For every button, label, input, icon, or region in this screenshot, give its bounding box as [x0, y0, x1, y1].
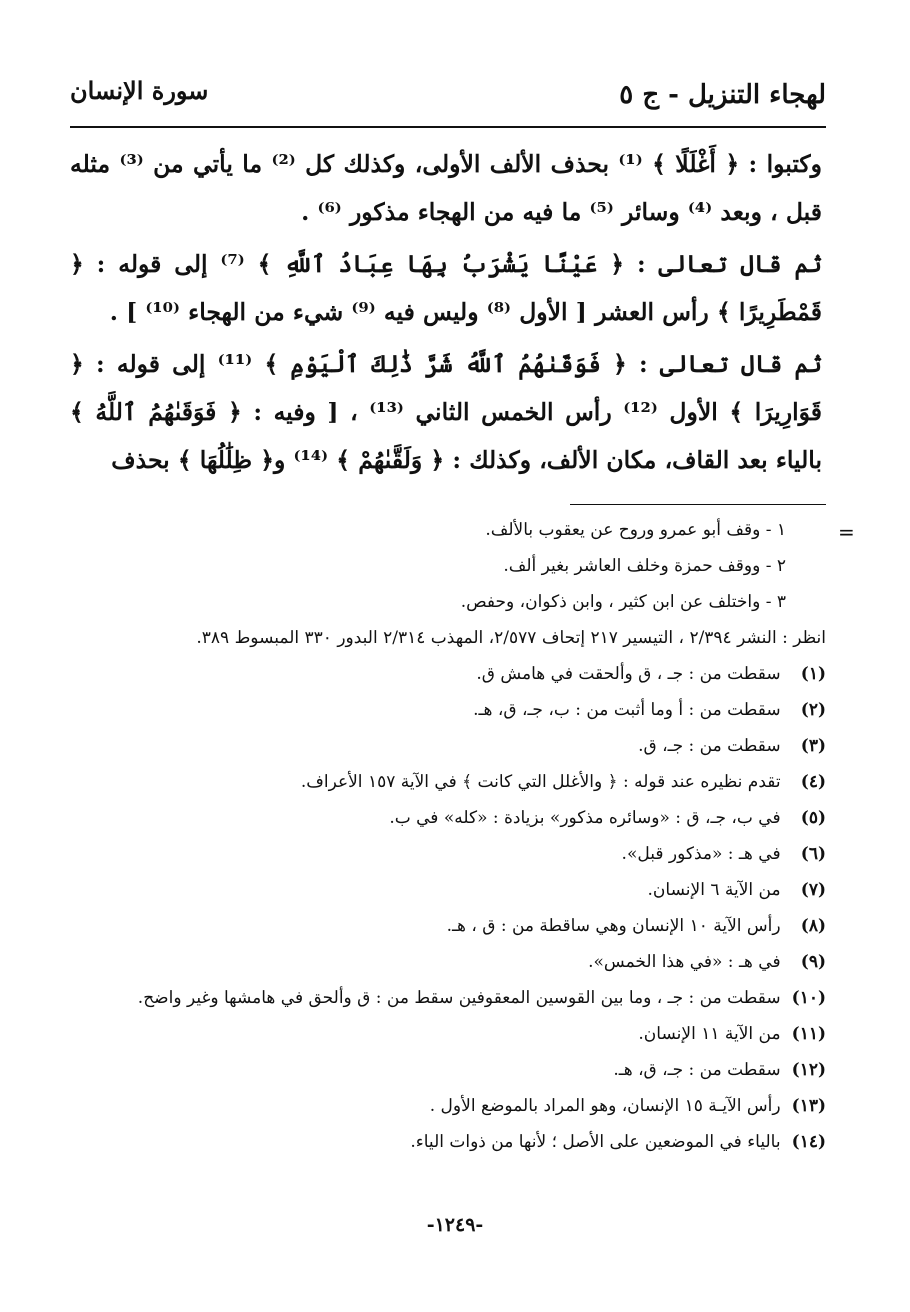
footnote-number: (١٣) — [791, 1096, 826, 1116]
variant-note-3: ٣ - واختلف عن ابن كثير ، وابن ذكوان، وحفص. — [460, 592, 786, 612]
footnote-text: في هـ : «مذكور قبل». — [621, 844, 781, 864]
footnote-text: سقطت من : جـ، ق. — [638, 736, 781, 756]
footnote-text: سقطت من : جـ، ق، هـ. — [613, 1060, 781, 1080]
variant-note-2: ٢ - ووقف حمزة وخلف العاشر بغير ألف. — [503, 556, 786, 576]
reference-note: انظر : النشر ٢/٣٩٤ ، التيسير ٢١٧ إتحاف ٢/٥٧٧، المهذب ٢/٣١٤ البدور ٣٣٠ المبسوط ٣٨٩. — [196, 628, 826, 648]
footnote-text: سقطت من : جـ ، وما بين القوسين المعقوفين سقط من : ق وألحق في هامشها وغير واضح. — [137, 988, 781, 1008]
paragraph-1: وكتبوا : ﴿ أَغْلَلًا ﴾ ⁽¹⁾ بحذف الألف الأولى، وكذلك كل ⁽²⁾ ما يأتي من ⁽³⁾ مثله قبل ، وبعد ⁽⁴⁾ وسائر ⁽⁵⁾ ما فيه من الهجاء مذكور ⁽⁶⁾ . — [70, 150, 822, 226]
footnote-13 — [80, 1088, 826, 1124]
variant-note-1: ١ - وقف أبو عمرو وروح عن يعقوب بالألف. — [485, 520, 786, 540]
surah-title: سورة الإنسان — [70, 76, 209, 105]
running-header — [70, 72, 826, 124]
footnote-14 — [80, 1124, 826, 1160]
paragraph-2: ثم قال تعالى : ﴿ عَيْنًا يَشْرَبُ بِهَا عِبَادُ ٱللَّهِ ﴾ ⁽⁷⁾ إلى قوله : ﴿ قَمْطَرِيرًا ﴾ رأس العشر [ الأول ⁽⁸⁾ وليس فيه ⁽⁹⁾ شيء من الهجاء ⁽¹⁰⁾ ] . — [70, 250, 822, 326]
footnote-number: (٣) — [800, 736, 826, 756]
footnote-7 — [80, 872, 826, 908]
footnote-number: (١٤) — [791, 1132, 826, 1152]
footnote-text: سقطت من : جـ ، ق وألحقت في هامش ق. — [476, 664, 781, 684]
footnote-10 — [80, 980, 826, 1016]
footnote-4 — [80, 764, 826, 800]
footnote-9 — [80, 944, 826, 980]
footnote-1 — [80, 656, 826, 692]
footnote-number: (١) — [800, 664, 826, 684]
footnote-text: في ب، جـ، ق : «وسائره مذكور» بزيادة : «كله» في ب. — [389, 808, 781, 828]
footnote-text: بالياء في الموضعين على الأصل ؛ لأنها من ذوات الياء. — [410, 1132, 781, 1152]
footnote-text: تقدم نظيره عند قوله : ﴿ والأغلل التي كانت ﴾ في الآية ١٥٧ الأعراف. — [300, 772, 781, 792]
footnotes-section — [80, 512, 826, 1160]
footnote-number: (١١) — [791, 1024, 826, 1044]
footnote-number: (٧) — [800, 880, 826, 900]
page-number: -١٢٤٩- — [426, 1214, 484, 1236]
footnote-6 — [80, 836, 826, 872]
main-text — [70, 140, 822, 488]
book-title: لهجاء التنزيل - ج ٥ — [619, 80, 826, 110]
footnote-number: (٦) — [800, 844, 826, 864]
footnote-text: رأس الآية ١٠ الإنسان وهي ساقطة من : ق ، هـ. — [446, 916, 781, 936]
footnote-number: (٩) — [800, 952, 826, 972]
footnote-number: (١٠) — [791, 988, 826, 1008]
footnote-11 — [80, 1016, 826, 1052]
paragraph-3: ثم قال تعالى : ﴿ فَوَقَىٰهُمُ ٱللَّهُ شَرَّ ذَٰلِكَ ٱلْيَوْمِ ﴾ ⁽¹¹⁾ إلى قوله : ﴿ قَوَارِيرَا ﴾ الأول ⁽¹²⁾ رأس الخمس الثاني ⁽¹³⁾ ، [ وفيه : ﴿ فَوَقَىٰهُمُ ٱللَّهُ ﴾ بالياء بعد القاف، مكان الألف، وكذلك : ﴿ وَلَقَّىٰهُمْ ﴾ ⁽¹⁴⁾ و﴿ ظِلَٰلُهَا ﴾ بحذف — [70, 350, 822, 474]
footnote-text: من الآية ١١ الإنسان. — [638, 1024, 781, 1044]
footnote-text: سقطت من : أ وما أثبت من : ب، جـ، ق، هـ. — [473, 700, 781, 720]
footnote-12 — [80, 1052, 826, 1088]
margin-mark: = — [838, 520, 855, 544]
footnote-number: (١٢) — [791, 1060, 826, 1080]
footnote-number: (٢) — [800, 700, 826, 720]
footnote-2 — [80, 692, 826, 728]
footnote-text: من الآية ٦ الإنسان. — [647, 880, 781, 900]
footnote-number: (٨) — [800, 916, 826, 936]
footnote-text: رأس الآيـة ١٥ الإنسان، وهو المراد بالموضع الأول . — [429, 1096, 781, 1116]
footnote-number: (٥) — [800, 808, 826, 828]
header-rule — [70, 126, 826, 128]
footnote-8 — [80, 908, 826, 944]
footnote-3 — [80, 728, 826, 764]
footnote-rule — [570, 504, 826, 505]
footnote-text: في هـ : «في هذا الخمس». — [588, 952, 781, 972]
footnote-number: (٤) — [800, 772, 826, 792]
footnote-5 — [80, 800, 826, 836]
